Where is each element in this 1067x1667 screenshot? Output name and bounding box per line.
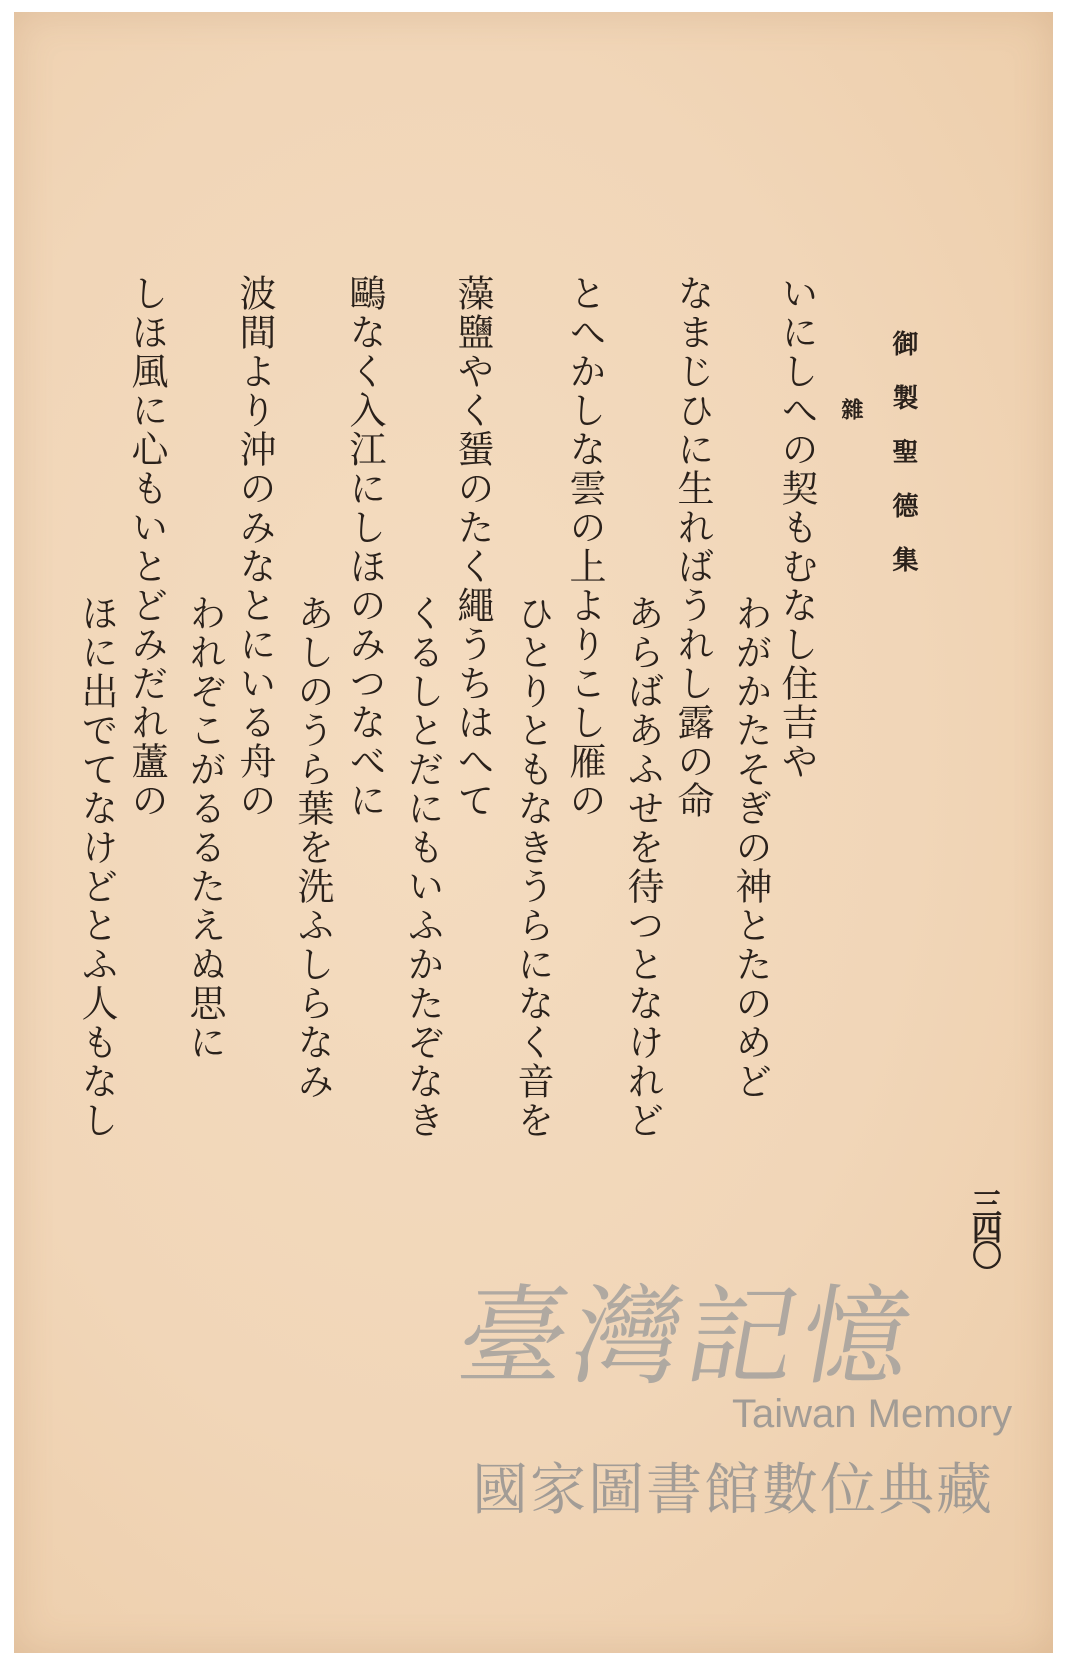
page-number: 三四〇	[966, 1188, 1001, 1266]
poem-line-3: なまじひに生ればうれし露の命	[671, 274, 714, 820]
poem-line-8: くるしとだにもいふかたぞなき	[401, 594, 444, 1140]
poem-line-4: あらばあふせを待つとなけれど	[621, 594, 664, 1140]
book-title: 御製聖德集	[888, 330, 918, 600]
poem-line-13: しほ風に心もいとどみだれ蘆の	[125, 274, 168, 820]
poem-line-2: わがかたそぎの神とたのめど	[729, 594, 772, 1101]
watermark-calligraphy: 臺灣記憶	[449, 1275, 928, 1400]
poem-line-14: ほに出でてなけどとふ人もなし	[75, 594, 118, 1140]
poem-line-6: ひとりともなきうらになく音を	[511, 594, 554, 1140]
section-heading: 雜	[838, 398, 864, 420]
poem-line-11: 波間より沖のみなとにいる舟の	[233, 274, 276, 820]
watermark-chinese: 國家圖書館數位典藏	[472, 1458, 994, 1523]
poem-line-9: 鷗なく入江にしほのみつなべに	[343, 274, 386, 820]
poem-line-7: 藻鹽やく蜑のたく繩うちはへて	[451, 274, 494, 820]
poem-line-1: いにしへの契もむなし住吉や	[775, 274, 818, 781]
watermark-english: Taiwan Memory	[732, 1392, 1013, 1436]
poem-line-10: あしのうら葉を洗ふしらなみ	[291, 594, 334, 1101]
poem-line-12: われぞこがるるたえぬ思に	[183, 594, 226, 1062]
taiwan-memory-watermark	[449, 1250, 1022, 1550]
poem-line-5: とへかしな雲の上よりこし雁の	[563, 274, 606, 820]
